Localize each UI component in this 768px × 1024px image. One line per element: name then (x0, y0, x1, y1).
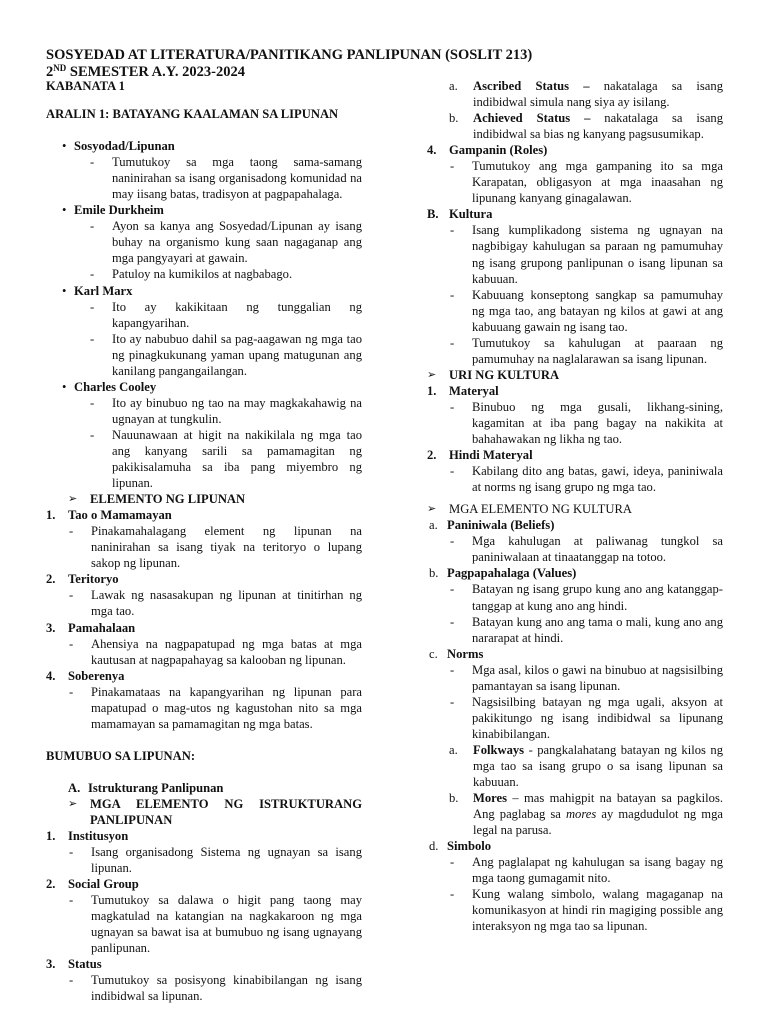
definition-item (46, 331, 362, 379)
definition-item (427, 581, 723, 613)
item-number: 3. (46, 620, 56, 635)
definition-item (427, 662, 723, 694)
dash-marker: - (90, 331, 95, 346)
numbered-item (427, 142, 723, 158)
item-number: 2. (46, 877, 56, 892)
dash-marker: - (450, 287, 455, 302)
bullet-icon: • (62, 139, 67, 154)
section-heading-elemento (46, 491, 362, 507)
definition-text: Batayan ng isang grupo kung ano ang katanggap-tanggap at kung ano ang hindi. (472, 582, 723, 613)
definition-item (46, 299, 362, 331)
norms-sub-mores (427, 790, 723, 838)
definition-text: Kabuuang konseptong sangkap sa pamumuhay ng mga tao, ang batayan ng kilos at gawi at ang kabuuang gawain ng isang tao. (472, 287, 723, 334)
dash-marker: - (69, 636, 74, 651)
definition-item (46, 427, 362, 491)
item-term: Soberenya (68, 668, 125, 683)
definition-item (427, 614, 723, 646)
dash-marker: - (69, 893, 74, 908)
dash-marker: - (90, 395, 95, 410)
dash-marker: - (450, 223, 455, 238)
definition-text: Patuloy na kumikilos at nagbabago. (112, 267, 293, 282)
item-term: Gampanin (Roles) (449, 143, 548, 158)
dash-marker: - (90, 299, 95, 314)
item-term: Pamahalaan (68, 620, 136, 635)
section-title: Istrukturang Panlipunan (88, 780, 224, 795)
dash-marker: - (450, 534, 455, 549)
definition-item (427, 854, 723, 886)
term-marx: Karl Marx (74, 283, 133, 298)
dash-marker: - (69, 588, 74, 603)
dash-marker: - (450, 159, 455, 174)
dash-marker: - (69, 973, 74, 988)
dash-marker: - (69, 684, 74, 699)
item-letter: b. (449, 111, 459, 126)
definition-text: Tumutukoy sa posisyong kinabibilangan ng isang indibidwal sa lipunan. (91, 973, 362, 1004)
definition-text: Kabilang dito ang batas, gawi, ideya, paniniwala at norms ng isang grupo ng mga tao. (472, 464, 723, 495)
definition-text: Tumutukoy sa kahulugan at paaraan ng pamumuhay na naglalarawan sa isang lipunan. (472, 335, 723, 366)
definition-text: Nagsisilbing batayan ng mga ugali, aksyon at pakikitungo ng isang indibidwal sa lipunang kinabibilangan. (472, 694, 723, 741)
section-a-heading (46, 780, 362, 796)
numbered-item (46, 956, 362, 972)
section-letter: B. (427, 207, 439, 222)
item-text: ay magdudulot ng mga legal na parusa. (473, 807, 723, 838)
list-item-marx (46, 283, 362, 299)
item-number: 1. (427, 383, 437, 398)
item-number: 1. (46, 508, 56, 523)
item-letter: b. (429, 566, 439, 581)
item-letter: c. (429, 646, 438, 661)
bumubuo-heading: BUMUBUO SA LIPUNAN: (46, 748, 196, 763)
definition-text: Pinakamataas na kapangyarihan ng lipunan para mapatupad o mag-utos ng kagustohan nito sa mga mamamayan sa pamamagitan ng mga batas. (91, 684, 362, 731)
term-sosyedad: Sosyodad/Lipunan (74, 139, 175, 154)
section-heading-uri (427, 367, 723, 383)
dash-marker: - (69, 524, 74, 539)
dash-marker: - (450, 887, 455, 902)
definition-text: Isang organisadong Sistema ng ugnayan sa isang lipunan. (91, 845, 362, 876)
item-term: Folkways (473, 742, 525, 757)
heading-text: URI NG KULTURA (449, 367, 560, 382)
item-number: 4. (427, 143, 437, 158)
item-text: nakatalaga sa isang indibidwal simula nang siya ay isilang. (473, 79, 723, 110)
definition-text: Tumutukoy sa mga taong sama-samang naninirahan sa isang organisadong komunidad na may iisang batas, tradisyon at pagpapahalaga. (112, 155, 362, 202)
section-title: Kultura (449, 207, 493, 222)
numbered-item (46, 620, 362, 636)
definition-item (46, 523, 362, 571)
semester-text: SEMESTER A.Y. 2023-2024 (66, 64, 245, 80)
definition-item (46, 154, 362, 202)
heading-text: MGA ELEMENTO NG ISTRUKTURANG PANLIPUNAN (90, 796, 362, 827)
item-letter: a. (429, 518, 438, 533)
heading-text: ELEMENTO NG LIPUNAN (90, 492, 246, 507)
numbered-item (46, 571, 362, 587)
item-letter: a. (449, 79, 458, 93)
definition-item (427, 158, 723, 206)
definition-text: Isang kumplikadong sistema ng ugnayan na nagbibigay kahulugan sa paraan ng pamumuhay ng isang grupong panlipunan o isang lipunan sa kabuuan. (472, 223, 723, 286)
item-number: 4. (46, 668, 56, 683)
item-term: Status (68, 957, 102, 972)
dash-marker: - (450, 464, 455, 479)
definition-item (46, 892, 362, 956)
item-letter: b. (449, 791, 459, 806)
item-term: Institusyon (68, 829, 129, 844)
lesson-title: ARALIN 1: BATAYANG KAALAMAN SA LIPUNAN (46, 107, 339, 122)
numbered-item (46, 828, 362, 844)
heading-text: MGA ELEMENTO NG KULTURA (449, 502, 632, 517)
item-term: Teritoryo (68, 572, 119, 587)
definition-text: Ang paglalapat ng kahulugan sa isang bagay ng mga taong gumagamit nito. (472, 855, 723, 886)
definition-text: Kung walang simbolo, walang magaganap na komunikasyon at hindi rin magiging possible ang interaksyon ng mga tao sa lipunan. (472, 887, 723, 934)
definition-item (46, 684, 362, 732)
status-item-ascribed (427, 78, 723, 110)
list-item-sosyedad (46, 138, 362, 154)
lettered-item (427, 646, 723, 662)
dash-marker: - (450, 855, 455, 870)
lettered-item (427, 565, 723, 581)
chapter-label: KABANATA 1 (46, 79, 125, 93)
definition-text: Ito ay binubuo ng tao na may magkakahawig na ugnayan at tungkulin. (112, 395, 362, 426)
item-term: Achieved Status – (473, 111, 591, 126)
definition-text: Binubuo ng mga gusali, likhang-sining, kagamitan at iba pang bagay na nakikita at bahahawakan ng likha ng tao. (472, 399, 723, 447)
item-term: Norms (447, 646, 484, 661)
dash-marker: - (450, 582, 455, 597)
definition-item (427, 335, 723, 367)
definition-item (46, 972, 362, 1004)
definition-item (427, 287, 723, 335)
definition-item (46, 844, 362, 876)
definition-item (427, 399, 723, 447)
item-term: Simbolo (447, 839, 492, 854)
dash-marker: - (450, 694, 455, 709)
section-letter: A. (68, 780, 81, 795)
definition-text: Batayan kung ano ang tama o mali, kung ano ang nararapat at hindi. (472, 614, 723, 645)
definition-text: Tumutukoy ang mga gampaning ito sa mga Karapatan, obligasyon at mga inaasahan ng lipunang kanyang ginagalawan. (472, 159, 723, 206)
definition-text: Mga kahulugan at paliwanag tungkol sa paniniwalaan at tinaatanggap na totoo. (472, 534, 723, 565)
definition-text: Ito ay nabubuo dahil sa pag-aagawan ng mga tao ng pinagkukunang yaman upang matugunan ang kanilang pangangailangan. (112, 331, 362, 378)
dash-marker: - (90, 155, 95, 170)
arrow-icon: ➢ (68, 493, 78, 506)
definition-item (46, 395, 362, 427)
definition-item (46, 218, 362, 266)
item-term: Tao o Mamamayan (68, 508, 172, 523)
dash-marker: - (450, 399, 455, 414)
item-term: Pagpapahalaga (Values) (447, 566, 577, 581)
list-item-durkheim (46, 202, 362, 218)
course-title: SOSYEDAD AT LITERATURA/PANITIKANG PANLIPUNAN (SOSLIT 213) (46, 47, 533, 63)
list-item-cooley (46, 379, 362, 395)
definition-item (427, 694, 723, 742)
bullet-icon: • (62, 283, 67, 298)
definition-text: Nauunawaan at higit na nakikilala ng mga tao ang kanyang sarili sa pamamagitan ng pakikisalamuha sa iba pang miyembro ng lipunan. (112, 427, 362, 491)
section-heading-mga-elemento (46, 796, 362, 828)
dash-marker: - (90, 427, 95, 442)
item-letter: d. (429, 839, 439, 854)
bullet-icon: • (62, 203, 67, 218)
dash-marker: - (90, 267, 95, 282)
numbered-item (46, 507, 362, 523)
definition-text: Tumutukoy sa dalawa o higit pang taong may magkatulad na katangian na nagkakaroon ng mga ugnayan sa bawat isa at bumubuo ng isang ugnayang panlipunan. (91, 893, 362, 956)
definition-text: Mga asal, kilos o gawi na binubuo at nagsisilbing pamantayan sa isang lipunan. (472, 662, 723, 693)
definition-text: Lawak ng nasasakupan ng lipunan at tinitirhan ng mga tao. (91, 588, 362, 619)
item-term: Social Group (68, 877, 139, 892)
section-b-heading (427, 206, 723, 222)
term-durkheim: Emile Durkheim (74, 203, 164, 218)
semester-number: 2 (46, 64, 54, 80)
item-term: Hindi Materyal (449, 448, 533, 463)
definition-item (46, 587, 362, 619)
status-item-achieved (427, 110, 723, 142)
dash-marker: - (450, 614, 455, 629)
dash-marker: - (450, 335, 455, 350)
lettered-item (427, 838, 723, 854)
arrow-icon: ➢ (68, 797, 78, 810)
item-term: Mores (473, 791, 508, 806)
definition-item (427, 533, 723, 565)
numbered-item (427, 447, 723, 463)
item-number: 3. (46, 957, 56, 972)
bullet-icon: • (62, 379, 67, 394)
definition-item (427, 886, 723, 934)
item-letter: a. (449, 742, 458, 757)
left-column (46, 78, 362, 1005)
lettered-item (427, 517, 723, 533)
arrow-icon: ➢ (427, 368, 437, 381)
definition-text: Ayon sa kanya ang Sosyedad/Lipunan ay isang buhay na organismo kung saan nagaganap ang mga pangyayari at gawain. (112, 219, 362, 266)
arrow-icon: ➢ (427, 503, 437, 516)
dash-marker: - (90, 219, 95, 234)
item-term: Materyal (449, 383, 499, 398)
term-cooley: Charles Cooley (74, 379, 157, 394)
item-number: 2. (427, 448, 437, 463)
definition-text: Pinakamahalagang element ng lipunan na naninirahan sa isang tiyak na teritoryo o lupang sakop ng lipunan. (91, 524, 362, 571)
numbered-item (46, 668, 362, 684)
numbered-item (427, 383, 723, 399)
numbered-item (46, 876, 362, 892)
item-text: – mas mahigpit na batayan sa pagkilos. Ang paglabag sa (473, 791, 723, 822)
definition-text: Ahensiya na nagpapatupad ng mga batas at mga kautusan at nagpapahayag sa kalooban ng lipunan. (91, 636, 362, 667)
item-italic-text: mores (565, 807, 597, 822)
item-number: 2. (46, 572, 56, 587)
section-heading-mga-elemento-kultura (427, 501, 723, 517)
dash-marker: - (69, 845, 74, 860)
item-term: Ascribed Status – (473, 79, 590, 93)
item-number: 1. (46, 829, 56, 844)
item-text: - pangkalahatang batayan ng kilos ng mga tao sa isang grupo o sa isang lipunan sa kabuuan. (473, 742, 723, 790)
semester-ordinal-suffix: ND (53, 63, 67, 73)
definition-text: Ito ay kakikitaan ng tunggalian ng kapangyarihan. (112, 299, 362, 330)
definition-item (427, 222, 723, 286)
item-term: Paniniwala (Beliefs) (447, 518, 555, 533)
right-column (427, 78, 723, 934)
definition-item (46, 266, 362, 282)
definition-item (46, 636, 362, 668)
dash-marker: - (450, 662, 455, 677)
norms-sub-folkways (427, 742, 723, 790)
item-text: nakatalaga sa isang indibidwal sa bias ng kanyang pagsusumikap. (473, 111, 724, 142)
definition-item (427, 463, 723, 495)
